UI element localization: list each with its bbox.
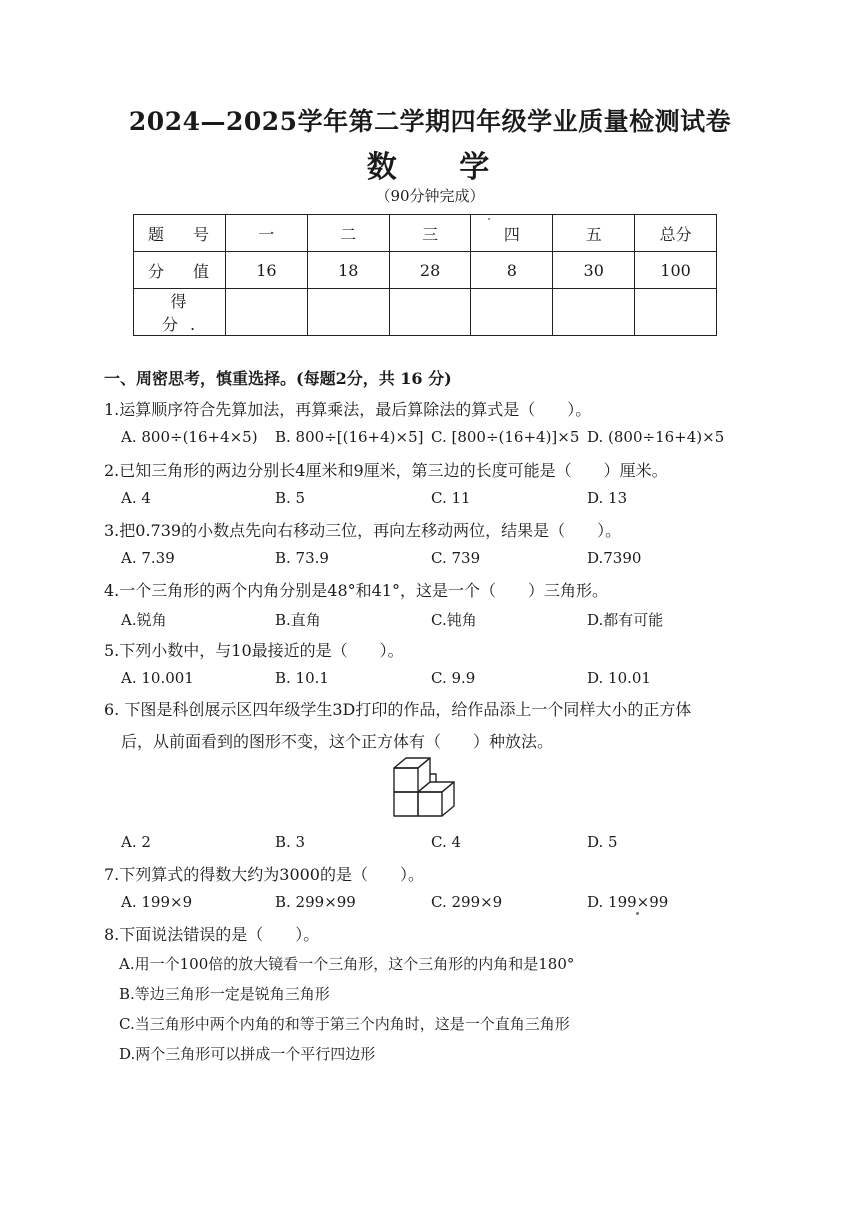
option-b[interactable]: B. 299×99 [275, 893, 356, 911]
option-a[interactable]: A. 10.001 [121, 669, 194, 687]
question-text: 5.下列小数中，与10最接近的是（ ）。 [104, 641, 404, 660]
question-text: 4.一个三角形的两个内角分别是48°和41°，这是一个（ ）三角形。 [104, 581, 608, 600]
option-d[interactable]: D. 199×99 [587, 893, 669, 911]
score-table-row [134, 252, 717, 289]
score-cell[interactable] [471, 289, 553, 336]
option-d[interactable]: D.7390 [587, 549, 642, 567]
question-text: 1.运算顺序符合先算加法，再算乘法，最后算除法的算式是（ ）。 [104, 400, 592, 419]
score-cell[interactable] [635, 289, 717, 336]
question-options [121, 428, 761, 450]
score-table-row [134, 215, 717, 252]
option-c[interactable]: C. 299×9 [431, 893, 503, 911]
question-text-continued: 后，从前面看到的图形不变，这个正方体有（ ）种放法。 [121, 732, 554, 751]
statement-d[interactable]: D.两个三角形可以拼成一个平行四边形 [119, 1045, 376, 1063]
score-cell[interactable] [389, 289, 471, 336]
section-heading: 一、周密思考，慎重选择。(每题2分，共 16 分) [104, 369, 452, 388]
option-a[interactable]: A. 2 [121, 833, 151, 851]
score-cell[interactable] [553, 289, 635, 336]
subject-title: 数 学 [366, 150, 516, 185]
option-c[interactable]: C. 9.9 [431, 669, 476, 687]
cube-stack-figure [380, 752, 464, 828]
question-options [121, 489, 761, 511]
option-b[interactable]: B. 800÷[(16+4)×5] [275, 428, 424, 446]
question-options [121, 669, 761, 691]
option-d[interactable]: D.都有可能 [587, 611, 664, 629]
option-c[interactable]: C. [800÷(16+4)]×5 [431, 428, 580, 446]
question-text: 7.下列算式的得数大约为3000的是（ ）。 [104, 865, 424, 884]
column-header: 四 [471, 215, 553, 252]
option-b[interactable]: B. 5 [275, 489, 306, 507]
question-text: 8.下面说法错误的是（ ）。 [104, 925, 320, 944]
scan-speck [636, 912, 639, 915]
column-header: 二 [307, 215, 389, 252]
option-c[interactable]: C. 739 [431, 549, 481, 567]
option-d[interactable]: D. 13 [587, 489, 628, 507]
exam-duration: （90分钟完成） [375, 187, 485, 205]
option-c[interactable]: C. 11 [431, 489, 471, 507]
row-header-score: 得 分. [134, 289, 226, 336]
exam-title: 2024—2025学年第二学期四年级学业质量检测试卷 [128, 107, 732, 136]
column-header: 三 [389, 215, 471, 252]
point-value-cell: 16 [226, 252, 308, 289]
option-b[interactable]: B. 73.9 [275, 549, 329, 567]
option-c[interactable]: C. 4 [431, 833, 462, 851]
option-a[interactable]: A.锐角 [121, 611, 167, 629]
row-header-point-value: 分 值 [134, 252, 226, 289]
option-a[interactable]: A. 4 [121, 489, 151, 507]
question-options [121, 549, 761, 571]
question-options [121, 609, 761, 631]
point-value-cell: 100 [635, 252, 717, 289]
point-value-cell: 28 [389, 252, 471, 289]
point-value-cell: 30 [553, 252, 635, 289]
option-a[interactable]: A. 800÷(16+4×5) [121, 428, 258, 446]
cube-stack-drawing [380, 752, 464, 824]
column-header: 五 [553, 215, 635, 252]
question-text: 3.把0.739的小数点先向右移动三位，再向左移动两位，结果是（ ）。 [104, 521, 622, 540]
question-options [121, 833, 761, 855]
question-text: 6. 下图是科创展示区四年级学生3D打印的作品，给作品添上一个同样大小的正方体 [104, 700, 692, 719]
option-a[interactable]: A. 199×9 [121, 893, 193, 911]
score-table [133, 214, 717, 336]
option-a[interactable]: A. 7.39 [121, 549, 175, 567]
statement-a[interactable]: A.用一个100倍的放大镜看一个三角形，这个三角形的内角和是180° [119, 955, 575, 973]
question-text: 2.已知三角形的两边分别长4厘米和9厘米，第三边的长度可能是（ ）厘米。 [104, 461, 668, 480]
statement-b[interactable]: B.等边三角形一定是锐角三角形 [119, 985, 330, 1003]
option-d[interactable]: D. (800÷16+4)×5 [587, 428, 725, 446]
point-value-cell: 8 [471, 252, 553, 289]
option-d[interactable]: D. 10.01 [587, 669, 651, 687]
score-cell[interactable] [307, 289, 389, 336]
column-header: 总分 [635, 215, 717, 252]
score-table-row [134, 289, 717, 336]
point-value-cell: 18 [307, 252, 389, 289]
option-b[interactable]: B.直角 [275, 611, 321, 629]
statement-c[interactable]: C.当三角形中两个内角的和等于第三个内角时，这是一个直角三角形 [119, 1015, 570, 1033]
option-b[interactable]: B. 3 [275, 833, 306, 851]
score-cell[interactable] [226, 289, 308, 336]
row-header-question-number: 题 号 [134, 215, 226, 252]
scan-speck [488, 218, 490, 220]
question-options [121, 893, 761, 915]
option-d[interactable]: D. 5 [587, 833, 618, 851]
column-header: 一 [226, 215, 308, 252]
option-b[interactable]: B. 10.1 [275, 669, 329, 687]
option-c[interactable]: C.钝角 [431, 611, 477, 629]
